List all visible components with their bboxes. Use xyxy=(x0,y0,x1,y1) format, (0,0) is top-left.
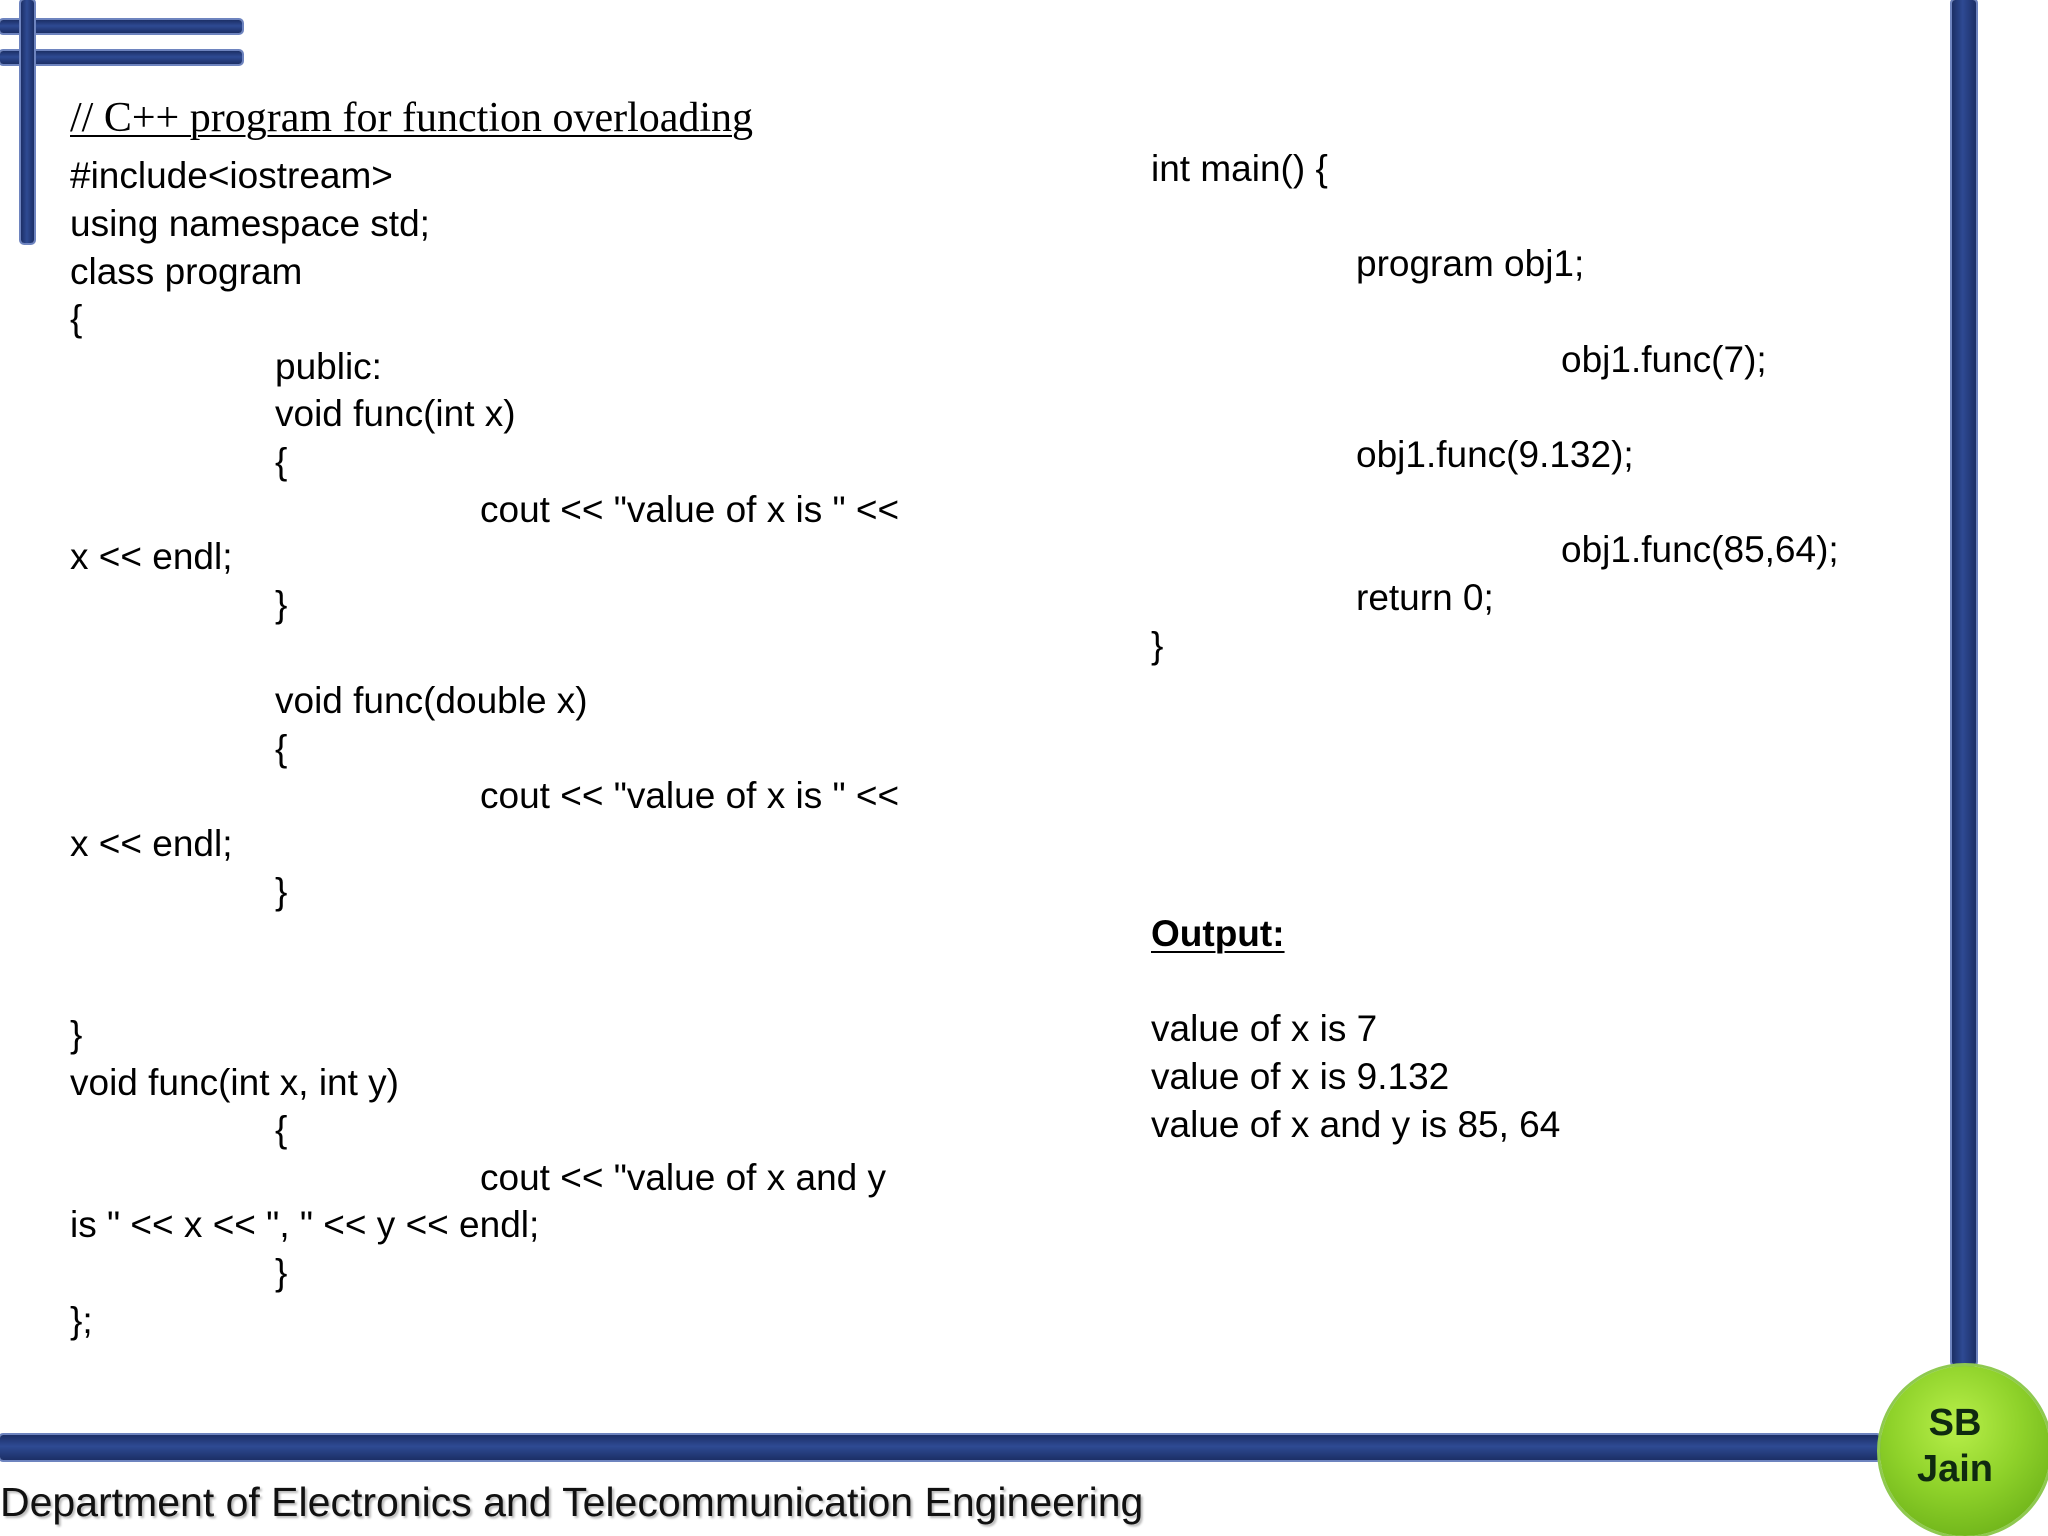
output-line: value of x and y is 85, 64 xyxy=(1151,1104,1561,1145)
code-line: void func(int x, int y) xyxy=(70,1062,400,1103)
code-line: return 0; xyxy=(1356,577,1494,618)
code-line: void func(int x) xyxy=(275,393,516,434)
bottom-decorative-bar xyxy=(0,1435,1880,1460)
code-line: is " << x << ", " << y << endl; xyxy=(70,1204,540,1245)
footer-department: Department of Electronics and Telecommunication Engineering xyxy=(0,1479,1144,1525)
sb-jain-logo xyxy=(1880,1366,2048,1536)
code-line: void func(double x) xyxy=(275,680,588,721)
output-line: value of x is 9.132 xyxy=(1151,1056,1450,1097)
code-line: } xyxy=(1151,625,1164,666)
code-line: }; xyxy=(70,1300,93,1341)
code-line: public: xyxy=(275,346,382,387)
code-line: obj1.func(9.132); xyxy=(1356,434,1634,475)
code-line: cout << "value of x and y xyxy=(480,1157,887,1198)
code-line: obj1.func(85,64); xyxy=(1561,529,1839,570)
code-line: using namespace std; xyxy=(70,203,430,244)
code-line: { xyxy=(275,728,288,769)
top-decorative-bar xyxy=(0,20,242,33)
left-decorative-bar xyxy=(21,0,34,243)
code-line: x << endl; xyxy=(70,536,233,577)
code-line: program obj1; xyxy=(1356,243,1585,284)
logo-text-line2: Jain xyxy=(1916,1448,1994,1490)
top-decorative-bar-second xyxy=(0,51,242,64)
code-line: { xyxy=(275,1109,288,1150)
slide-title: // C++ program for function overloading xyxy=(70,95,754,141)
code-line: { xyxy=(275,441,288,482)
code-line: #include<iostream> xyxy=(70,155,393,196)
code-line: obj1.func(7); xyxy=(1561,339,1767,380)
code-line: } xyxy=(275,871,288,912)
code-line: } xyxy=(275,584,288,625)
code-line: cout << "value of x is " << xyxy=(480,489,900,530)
code-line: cout << "value of x is " << xyxy=(480,775,900,816)
output-line: value of x is 7 xyxy=(1151,1008,1378,1049)
code-line: { xyxy=(70,298,83,339)
code-line: } xyxy=(70,1014,83,1055)
right-decorative-bar xyxy=(1952,0,1976,1365)
output-heading: Output: xyxy=(1151,913,1285,954)
code-line: class program xyxy=(70,251,303,292)
code-line: x << endl; xyxy=(70,823,233,864)
logo-text-line1: SB xyxy=(1928,1402,1982,1444)
code-line: } xyxy=(275,1252,288,1293)
code-line: int main() { xyxy=(1151,148,1328,189)
